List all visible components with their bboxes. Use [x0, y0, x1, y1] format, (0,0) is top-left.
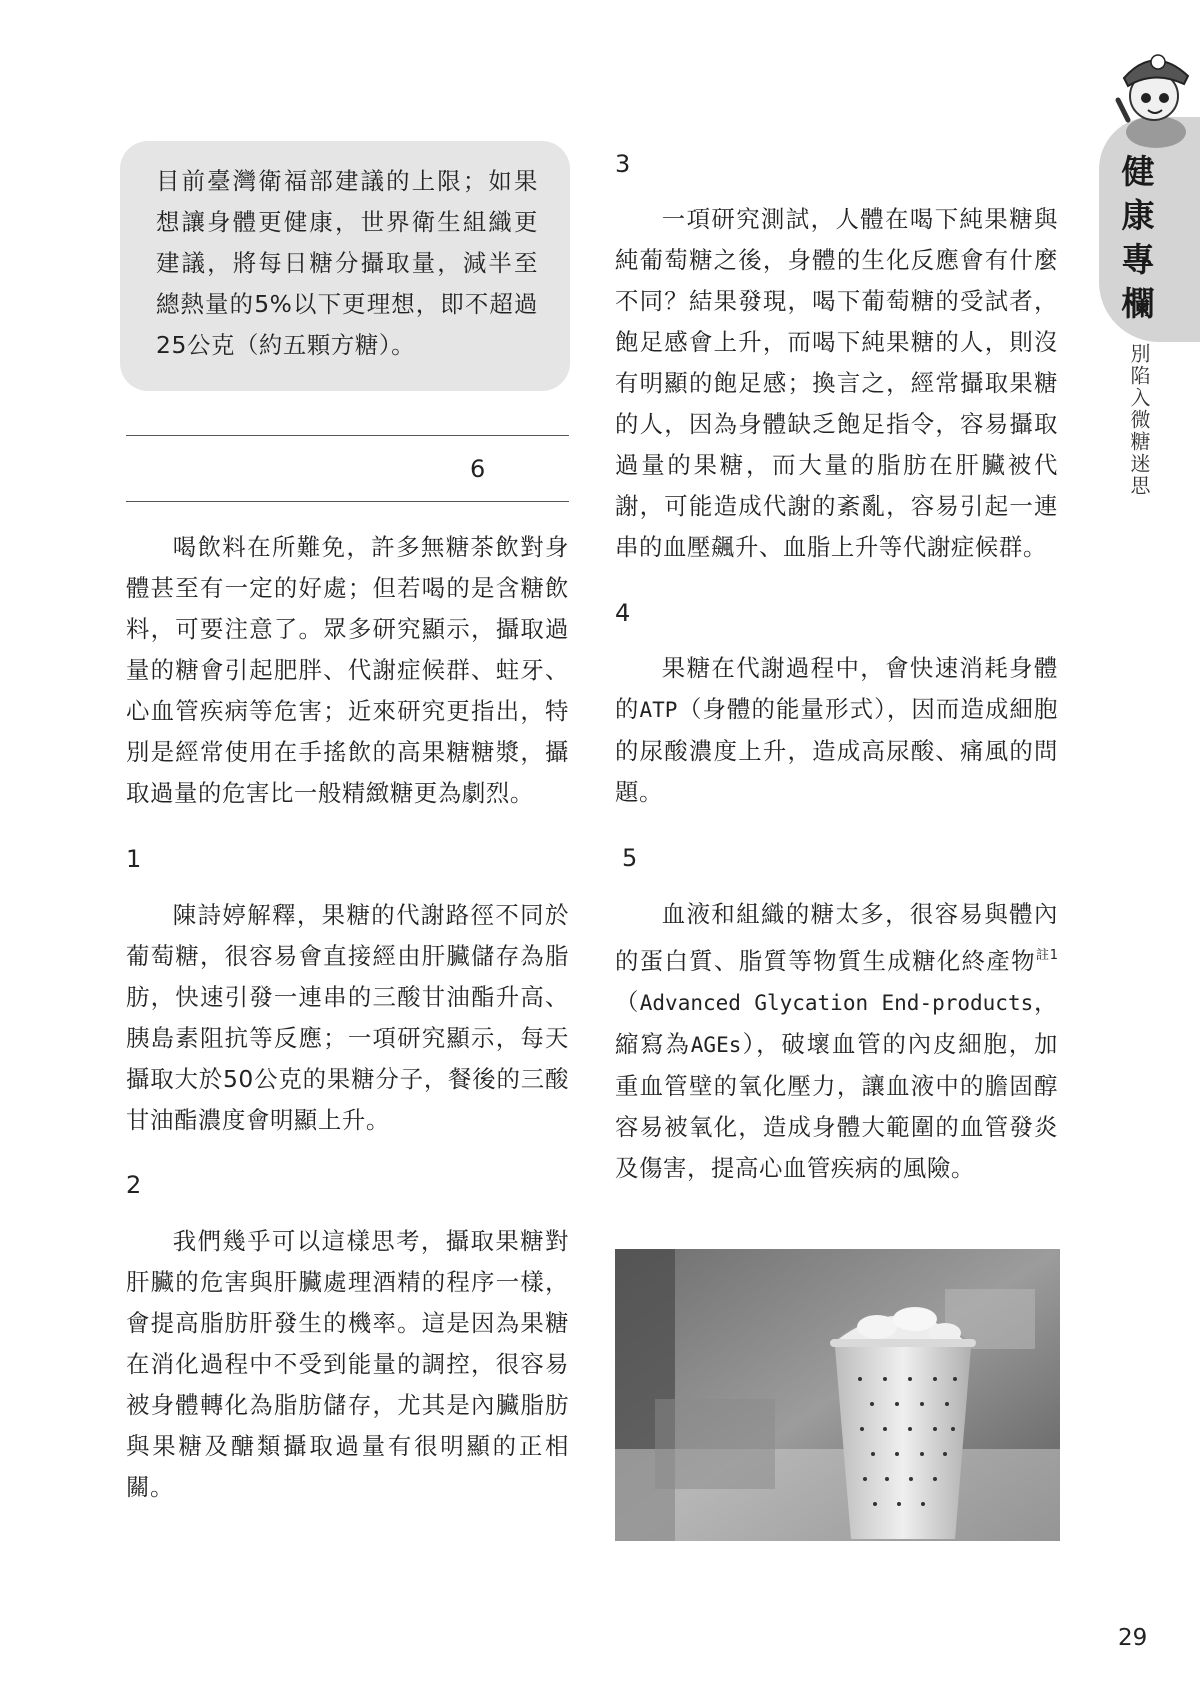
section-1-paragraph: 陳詩婷解釋，果糖的代謝路徑不同於葡萄糖，很容易會直接經由肝臟儲存為脂肪，快速引發一連串的三酸甘油酯升高、胰島素阻抗等反應；一項研究顯示，每天攝取大於50公克的果糖分子，餐後的三酸甘油酯濃度會明顯上升。: [126, 901, 569, 1134]
section-number-5: 5: [622, 844, 638, 872]
section-5-text-d: ），破壞血管的內皮細胞，加重血管壁的氧化壓力，讓血液中的膽固醇容易被氧化，造成身體大範圍的血管發炎及傷害，提高心血管疾病的風險。: [615, 1030, 1058, 1182]
section-number-2: 2: [126, 1171, 142, 1199]
section-5-paragraph: [615, 894, 1058, 1189]
side-tab-char: 健: [1121, 152, 1155, 191]
section-4-text-b: （身體的能量形式），因而造成細胞的尿酸濃度上升，造成高尿酸、痛風的問題。: [615, 695, 1058, 806]
section-4-paragraph: [615, 648, 1058, 813]
section-rule-top: [126, 435, 569, 436]
ages-fullname: Advanced Glycation End-products: [639, 991, 1034, 1015]
footnote-marker: 註1: [1035, 948, 1058, 963]
section-5-text-b: （: [615, 988, 640, 1016]
side-tab-title: [1118, 150, 1158, 326]
milkshake-photo: [615, 1249, 1060, 1541]
section-4-text-a: 果糖在代謝過程中，會快速消耗身體的: [615, 654, 1058, 723]
section-3-paragraph: 一項研究測試，人體在喝下純果糖與純葡萄糖之後，身體的生化反應會有什麼不同？結果發現，喝下葡萄糖的受試者，飽足感會上升，而喝下純果糖的人，則沒有明顯的飽足感；換言之，經常攝取果糖的人，因為身體缺乏飽足指令，容易攝取過量的果糖，而大量的脂肪在肝臟被代謝，可能造成代謝的紊亂，容易引起一連串的血壓飆升、血脂上升等代謝症候群。: [615, 205, 1058, 561]
section-number-3: 3: [615, 150, 631, 178]
side-subtitle: 別陷入微糖迷思: [1127, 343, 1151, 497]
section-header-number: 6: [470, 455, 486, 483]
section-number-4: 4: [615, 599, 631, 627]
side-tab-char: 康: [1121, 196, 1155, 235]
page-number: 29: [1118, 1625, 1148, 1651]
intro-paragraph: 喝飲料在所難免，許多無糖茶飲對身體甚至有一定的好處；但若喝的是含糖飲料，可要注意了。眾多研究顯示，攝取過量的糖會引起肥胖、代謝症候群、蛀牙、心血管疾病等危害；近來研究更指出，特別是經常使用在手搖飲的高果糖糖漿，攝取過量的危害比一般精緻糖更為劇烈。: [126, 533, 569, 807]
side-tab-char: 欄: [1121, 284, 1155, 323]
police-mascot-icon: [1108, 40, 1198, 150]
side-tab-char: 專: [1121, 240, 1155, 279]
ages-abbrev: AGEs: [690, 1033, 742, 1057]
section-5-text-c: ，縮寫為: [615, 988, 1058, 1058]
callout-box: [120, 141, 570, 391]
atp-term: ATP: [639, 698, 678, 722]
section-5-text-a: 血液和組織的糖太多，很容易與體內的蛋白質、脂質等物質生成糖化終產物: [615, 900, 1058, 975]
callout-text: 目前臺灣衛福部建議的上限；如果想讓身體更健康，世界衛生組織更建議，將每日糖分攝取量，減半至總熱量的5%以下更理想，即不超過25公克（約五顆方糖）。: [156, 167, 538, 359]
section-rule-bottom: [126, 501, 569, 502]
section-number-1: 1: [126, 845, 142, 873]
section-2-paragraph: 我們幾乎可以這樣思考，攝取果糖對肝臟的危害與肝臟處理酒精的程序一樣，會提高脂肪肝發生的機率。這是因為果糖在消化過程中不受到能量的調控，很容易被身體轉化為脂肪儲存，尤其是內臟脂肪與果糖及醣類攝取過量有很明顯的正相關。: [126, 1227, 569, 1501]
